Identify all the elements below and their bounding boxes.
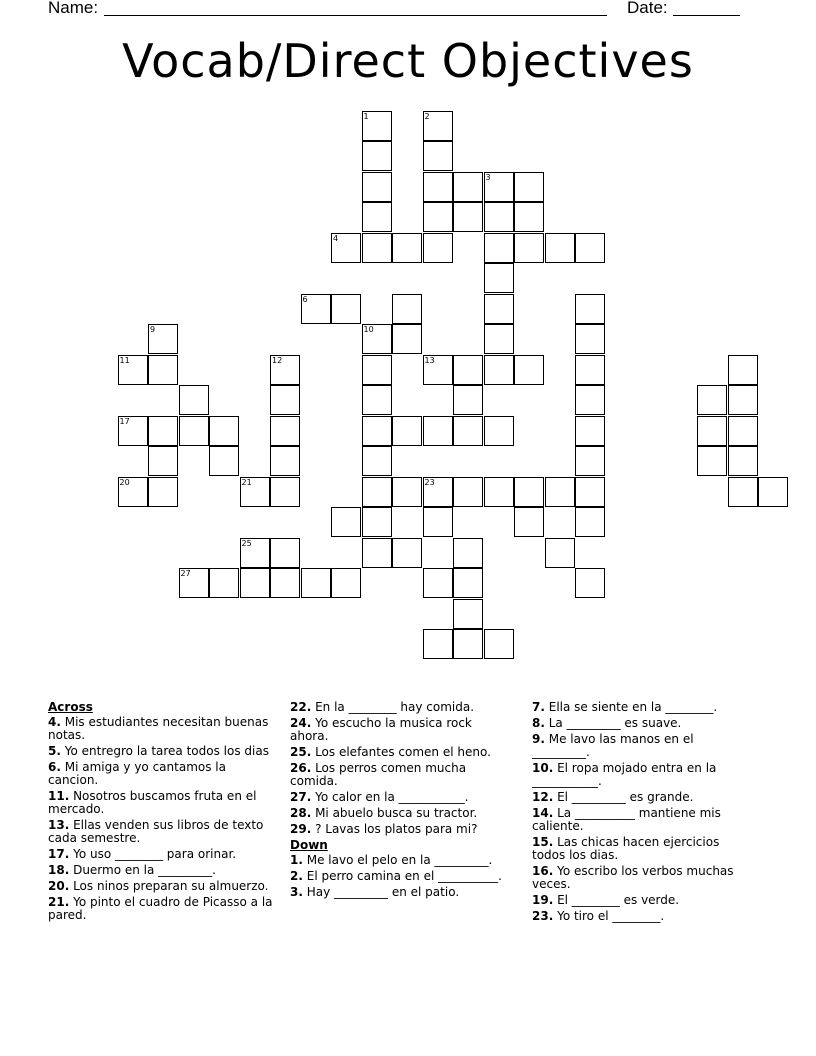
clue-item (48, 896, 274, 922)
grid-cell[interactable] (423, 355, 453, 385)
grid-cell[interactable] (423, 141, 453, 171)
grid-cell[interactable] (484, 172, 514, 202)
grid-cell[interactable] (453, 477, 483, 507)
grid-cell[interactable] (270, 568, 300, 598)
clue-item (290, 717, 510, 743)
clue-item (532, 733, 752, 759)
grid-cell[interactable] (423, 111, 453, 141)
grid-cell[interactable] (484, 202, 514, 232)
clue-number: 17. (48, 847, 70, 861)
grid-cell[interactable] (270, 446, 300, 476)
grid-cell[interactable] (148, 477, 178, 507)
grid-cell[interactable] (148, 324, 178, 354)
grid-cell[interactable] (301, 568, 331, 598)
cell-number: 2 (424, 111, 430, 121)
clue-text: Los perros comen mucha comida. (290, 761, 467, 788)
grid-cell[interactable] (240, 538, 270, 568)
cell-number: 17 (119, 416, 130, 426)
clue-item (290, 807, 510, 820)
clue-number: 3. (290, 885, 303, 899)
grid-cell[interactable] (423, 568, 453, 598)
page-title: Vocab/Direct Objectives (122, 34, 694, 88)
cell-number: 11 (119, 355, 130, 365)
grid-cell[interactable] (484, 294, 514, 324)
grid-cell[interactable] (484, 263, 514, 293)
grid-cell[interactable] (362, 507, 392, 537)
grid-cell[interactable] (118, 355, 148, 385)
grid-cell[interactable] (423, 507, 453, 537)
clue-number: 26. (290, 761, 312, 775)
grid-cell[interactable] (423, 202, 453, 232)
grid-cell[interactable] (575, 446, 605, 476)
cell-number: 13 (424, 355, 435, 365)
clue-number: 13. (48, 818, 70, 832)
grid-cell[interactable] (545, 233, 575, 263)
grid-cell[interactable] (575, 233, 605, 263)
clue-item (532, 910, 752, 923)
cell-number: 3 (485, 172, 491, 182)
clue-text: Las chicas hacen ejercicios todos los dias. (532, 835, 720, 862)
clue-number: 10. (532, 761, 554, 775)
grid-cell[interactable] (392, 538, 422, 568)
clue-text: ? Lavas los platos para mi? (311, 822, 478, 836)
grid-cell[interactable] (575, 294, 605, 324)
grid-cell[interactable] (453, 629, 483, 659)
grid-cell[interactable] (545, 538, 575, 568)
clue-number: 16. (532, 864, 554, 878)
grid-cell[interactable] (423, 172, 453, 202)
grid-cell[interactable] (423, 233, 453, 263)
grid-cell[interactable] (484, 416, 514, 446)
clues-column-3 (532, 701, 752, 926)
name-label: Name: (48, 0, 99, 17)
grid-cell[interactable] (514, 355, 544, 385)
grid-cell[interactable] (362, 538, 392, 568)
grid-cell[interactable] (270, 355, 300, 385)
grid-cell[interactable] (484, 324, 514, 354)
grid-cell[interactable] (697, 385, 727, 415)
clue-number: 11. (48, 789, 70, 803)
grid-cell[interactable] (209, 568, 239, 598)
cell-number: 20 (119, 477, 130, 487)
grid-cell[interactable] (148, 416, 178, 446)
clue-item (290, 823, 510, 836)
clue-item (532, 717, 752, 730)
grid-cell[interactable] (392, 294, 422, 324)
grid-cell[interactable] (331, 507, 361, 537)
clue-text: Ella se siente en la ________. (544, 700, 718, 714)
clue-text: Ellas venden sus libros de texto cada semestre. (48, 818, 264, 845)
clue-text: Mi abuelo busca su tractor. (311, 806, 478, 820)
grid-cell[interactable] (575, 385, 605, 415)
grid-cell[interactable] (331, 294, 361, 324)
grid-cell[interactable] (697, 446, 727, 476)
clue-item (48, 745, 274, 758)
grid-cell[interactable] (209, 416, 239, 446)
grid-cell[interactable] (453, 385, 483, 415)
clue-number: 7. (532, 700, 545, 714)
cell-number: 12 (272, 355, 283, 365)
cell-number: 23 (424, 477, 435, 487)
clue-number: 19. (532, 893, 554, 907)
grid-cell[interactable] (484, 477, 514, 507)
clue-text: Hay _________ en el patio. (302, 885, 460, 899)
grid-cell[interactable] (453, 172, 483, 202)
clue-number: 8. (532, 716, 545, 730)
grid-cell[interactable] (148, 355, 178, 385)
grid-cell[interactable] (484, 233, 514, 263)
grid-cell[interactable] (118, 477, 148, 507)
clue-item (290, 886, 510, 899)
grid-cell[interactable] (362, 355, 392, 385)
date-label: Date: (627, 0, 668, 17)
clue-text: El ropa mojado entra en la ___________. (532, 761, 717, 788)
clue-item (290, 746, 510, 759)
clue-text: La __________ mantiene mis caliente. (532, 806, 721, 833)
cell-number: 6 (302, 294, 308, 304)
clue-number: 25. (290, 745, 312, 759)
clue-item (48, 880, 274, 893)
grid-cell[interactable] (575, 477, 605, 507)
grid-cell[interactable] (392, 477, 422, 507)
clue-text: Yo calor en la ___________. (311, 790, 469, 804)
grid-cell[interactable] (514, 477, 544, 507)
grid-cell[interactable] (362, 111, 392, 141)
clue-text: En la ________ hay comida. (311, 700, 475, 714)
across-heading: Across (48, 700, 93, 714)
clues-column-2 (290, 701, 510, 902)
clue-item (532, 894, 752, 907)
grid-cell[interactable] (179, 416, 209, 446)
clue-item (532, 762, 752, 788)
clue-number: 20. (48, 879, 70, 893)
cell-number: 1 (363, 111, 369, 121)
grid-cell[interactable] (453, 355, 483, 385)
grid-cell[interactable] (453, 568, 483, 598)
grid-cell[interactable] (423, 416, 453, 446)
grid-cell[interactable] (728, 477, 758, 507)
clue-number: 21. (48, 895, 70, 909)
clue-text: Yo escucho la musica rock ahora. (290, 716, 472, 743)
grid-cell[interactable] (484, 629, 514, 659)
clue-text: El ________ es verde. (553, 893, 680, 907)
grid-cell[interactable] (392, 233, 422, 263)
grid-cell[interactable] (453, 416, 483, 446)
clue-item (48, 864, 274, 877)
grid-cell[interactable] (362, 446, 392, 476)
clue-number: 5. (48, 744, 61, 758)
grid-cell[interactable] (362, 202, 392, 232)
grid-cell[interactable] (331, 568, 361, 598)
clue-text: Yo tiro el ________. (553, 909, 665, 923)
grid-cell[interactable] (270, 385, 300, 415)
grid-cell[interactable] (728, 385, 758, 415)
clue-number: 12. (532, 790, 554, 804)
clue-number: 22. (290, 700, 312, 714)
clue-number: 18. (48, 863, 70, 877)
grid-cell[interactable] (575, 324, 605, 354)
grid-cell[interactable] (209, 446, 239, 476)
clue-item (290, 701, 510, 714)
grid-cell[interactable] (728, 355, 758, 385)
clue-text: Yo escribo los verbos muchas veces. (532, 864, 734, 891)
grid-cell[interactable] (575, 416, 605, 446)
clue-text: Los ninos preparan su almuerzo. (69, 879, 269, 893)
clue-item (290, 762, 510, 788)
clue-number: 6. (48, 760, 61, 774)
clue-number: 29. (290, 822, 312, 836)
grid-cell[interactable] (484, 355, 514, 385)
grid-cell[interactable] (453, 599, 483, 629)
grid-cell[interactable] (362, 385, 392, 415)
grid-cell[interactable] (728, 446, 758, 476)
clue-item (48, 761, 274, 787)
clue-text: El _________ es grande. (553, 790, 694, 804)
cell-number: 21 (241, 477, 252, 487)
clue-text: Yo entregro la tarea todos los dias (60, 744, 269, 758)
grid-cell[interactable] (362, 324, 392, 354)
grid-cell[interactable] (392, 324, 422, 354)
cell-number: 25 (241, 538, 252, 548)
grid-cell[interactable] (270, 477, 300, 507)
grid-cell[interactable] (179, 568, 209, 598)
clue-text: La _________ es suave. (544, 716, 682, 730)
clue-item (290, 854, 510, 867)
grid-cell[interactable] (514, 507, 544, 537)
grid-cell[interactable] (697, 416, 727, 446)
clue-item (532, 791, 752, 804)
clue-text: Me lavo las manos en el _________. (532, 732, 694, 759)
clue-text: Mi amiga y yo cantamos la cancion. (48, 760, 226, 787)
clue-item (48, 819, 274, 845)
grid-cell[interactable] (270, 416, 300, 446)
grid-cell[interactable] (575, 507, 605, 537)
cell-number: 10 (363, 325, 374, 334)
grid-cell[interactable] (331, 233, 361, 263)
grid-cell[interactable] (118, 416, 148, 446)
grid-cell[interactable] (453, 202, 483, 232)
grid-cell[interactable] (179, 385, 209, 415)
down-heading: Down (290, 838, 328, 852)
clue-item (48, 790, 274, 816)
clue-text: Los elefantes comen el heno. (311, 745, 491, 759)
clue-item (532, 807, 752, 833)
clue-text: Me lavo el pelo en la _________. (302, 853, 493, 867)
clue-text: Mis estudiantes necesitan buenas notas. (48, 715, 269, 742)
grid-cell[interactable] (362, 172, 392, 202)
grid-cell[interactable] (453, 538, 483, 568)
grid-cell[interactable] (270, 538, 300, 568)
grid-cell[interactable] (545, 477, 575, 507)
clue-number: 4. (48, 715, 61, 729)
clue-text: El perro camina en el __________. (302, 869, 502, 883)
clue-number: 24. (290, 716, 312, 730)
grid-cell[interactable] (758, 477, 788, 507)
clue-number: 2. (290, 869, 303, 883)
grid-cell[interactable] (301, 294, 331, 324)
clue-item (48, 848, 274, 861)
grid-cell[interactable] (575, 568, 605, 598)
grid-cell[interactable] (148, 446, 178, 476)
grid-cell[interactable] (514, 202, 544, 232)
clue-text: Duermo en la _________. (69, 863, 216, 877)
clue-text: Yo pinto el cuadro de Picasso a la pared. (48, 895, 273, 922)
clue-item (48, 716, 274, 742)
grid-cell[interactable] (514, 172, 544, 202)
clue-number: 14. (532, 806, 554, 820)
cell-number: 9 (150, 325, 156, 334)
clue-number: 27. (290, 790, 312, 804)
grid-cell[interactable] (240, 477, 270, 507)
clue-text: Yo uso ________ para orinar. (69, 847, 237, 861)
grid-cell[interactable] (240, 568, 270, 598)
clue-item (532, 701, 752, 714)
cell-number: 4 (333, 233, 339, 243)
grid-cell[interactable] (575, 355, 605, 385)
clue-number: 28. (290, 806, 312, 820)
clue-number: 1. (290, 853, 303, 867)
grid-cell[interactable] (728, 416, 758, 446)
clue-item (532, 836, 752, 862)
grid-cell[interactable] (362, 141, 392, 171)
grid-cell[interactable] (362, 416, 392, 446)
clue-text: Nosotros buscamos fruta en el mercado. (48, 789, 257, 816)
grid-cell[interactable] (392, 416, 422, 446)
grid-cell[interactable] (362, 477, 392, 507)
grid-cell[interactable] (514, 233, 544, 263)
clue-item (290, 791, 510, 804)
clue-number: 9. (532, 732, 545, 746)
clue-item (532, 865, 752, 891)
grid-cell[interactable] (362, 233, 392, 263)
clues-column-1 (48, 701, 274, 925)
cell-number: 27 (180, 569, 191, 578)
grid-cell[interactable] (423, 629, 453, 659)
clue-item (290, 870, 510, 883)
clue-number: 15. (532, 835, 554, 849)
clue-number: 23. (532, 909, 554, 923)
grid-cell[interactable] (423, 477, 453, 507)
